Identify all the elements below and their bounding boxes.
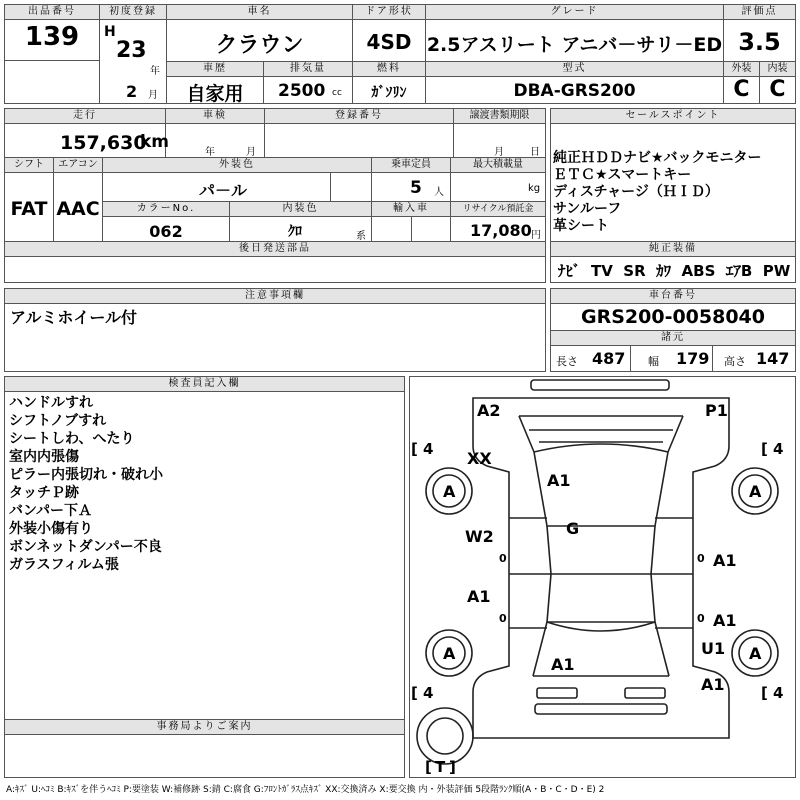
first-reg-year: 23 [116, 38, 147, 63]
dims-height: 147 [756, 349, 790, 368]
mileage-value: 157,630 [60, 132, 147, 154]
color-no-value: 062 [149, 222, 183, 241]
equip-items [558, 260, 790, 281]
equip-item: ABS [681, 262, 716, 280]
car-name-label: 車名 [167, 5, 352, 20]
inspector-line: ハンドルすれ [9, 395, 93, 411]
capacity-value: 5 [410, 178, 422, 198]
label-trunk: A1 [551, 655, 575, 674]
label-roof: G [566, 519, 580, 538]
car-diagram [409, 376, 796, 778]
inspector-line: 外装小傷有り [9, 521, 93, 537]
lot-no-label: 出品番号 [5, 5, 99, 20]
dims-length: 487 [592, 349, 626, 368]
label-hood: A1 [547, 471, 571, 490]
aircon-value: AAC [56, 198, 100, 220]
fuel-value: ｶﾞｿﾘﾝ [371, 85, 407, 101]
model-value: DBA-GRS200 [513, 81, 636, 101]
inspector-line: ピラー内張切れ・破れ小 [9, 467, 163, 483]
equip-item: TV [590, 262, 613, 280]
fuel-label: 燃料 [353, 62, 425, 77]
inspector-line: シートしわ、へたり [9, 431, 135, 447]
first-reg-label: 初度登録 [100, 5, 166, 20]
label-rear-right: A1 [701, 675, 725, 694]
label-wheel-fl: A [443, 482, 456, 501]
tread-fr: 4 [773, 440, 784, 458]
max-load-label: 最大積載量 [451, 158, 545, 173]
notes-line: アルミホイール付 [10, 308, 138, 327]
transfer-label: 譲渡書類期限 [454, 109, 545, 124]
spare-label: T [435, 758, 446, 776]
interior-value: C [769, 77, 786, 102]
recycle-unit: 円 [531, 230, 541, 241]
inspector-line: シフトノブすれ [9, 413, 107, 429]
grade-value: 2.5アスリート アニバ－サリ－ED [426, 34, 723, 56]
reg-no-label: 登録番号 [265, 109, 453, 124]
svg-text:[: [ [411, 684, 418, 702]
label-front-right: P1 [705, 401, 728, 420]
office-label: 事務局よりご案内 [5, 720, 404, 735]
svg-text:]: ] [449, 758, 456, 776]
int-color-value: ｸﾛ [288, 224, 302, 240]
first-reg-year-unit: 年 [150, 66, 160, 77]
inspection-label: 車検 [166, 109, 264, 124]
tread-fl: 4 [423, 440, 434, 458]
chassis-value: GRS200-0058040 [581, 306, 765, 328]
inspector-line: 室内内張傷 [9, 449, 79, 465]
mileage-label: 走行 [5, 109, 165, 124]
zero-mark: 0 [499, 552, 507, 565]
tread-rl: 4 [423, 684, 434, 702]
door-label: ドア形状 [353, 5, 425, 20]
door-value: 4SD [366, 30, 412, 54]
dims-height-label: 高さ [724, 355, 746, 368]
int-color-label: 内装色 [230, 202, 371, 217]
score-value: 3.5 [738, 28, 781, 56]
label-wheel-fr: A [749, 482, 762, 501]
svg-text:[: [ [761, 440, 768, 458]
score-label: 評価点 [724, 5, 795, 20]
equip-item: ｶﾜ [656, 262, 672, 280]
label-front-left: A2 [477, 401, 501, 420]
sales-points-list [553, 150, 795, 235]
inspection-year-unit: 年 [205, 147, 215, 158]
label-right-rear-qtr: U1 [701, 639, 726, 658]
import-label: 輸入車 [372, 202, 450, 217]
inspector-label: 検査員記入欄 [5, 377, 404, 392]
displacement-value: 2500 [278, 81, 326, 101]
inspector-line: ガラスフィルム張 [9, 557, 119, 573]
sales-point: ＥＴＣ★スマートキー [553, 167, 692, 183]
mileage-unit: km [140, 132, 170, 152]
model-label: 型式 [426, 62, 723, 77]
sales-point: サンルーフ [553, 201, 622, 217]
notes-label: 注意事項欄 [5, 289, 545, 304]
svg-text:[: [ [761, 684, 768, 702]
sales-point: 革シート [553, 218, 609, 234]
dims-length-label: 長さ [556, 355, 578, 368]
label-xx: XX [467, 449, 492, 468]
label-left-rear-door: A1 [467, 587, 491, 606]
col-divider [712, 346, 713, 371]
exterior-label: 外装 [724, 62, 759, 77]
history-label: 車歴 [167, 62, 263, 77]
zero-mark: 0 [697, 552, 705, 565]
first-reg-era: H [104, 24, 116, 40]
capacity-label: 乗車定員 [372, 158, 450, 173]
history-value: 自家用 [186, 83, 244, 105]
recycle-value: 17,080 [470, 221, 532, 240]
sales-points-label: セールスポイント [551, 109, 795, 124]
zero-mark: 0 [499, 612, 507, 625]
label-right-rear-door: A1 [713, 611, 737, 630]
lot-divider [5, 60, 99, 61]
label-left-front-door: W2 [465, 527, 494, 546]
inspector-list [9, 394, 163, 574]
legend: A:ｷｽﾞ U:ﾍｺﾐ B:ｷｽﾞを伴うﾍｺﾐ P:要塗装 W:補修跡 S:錆 C:腐食 G:ﾌﾛﾝﾄｶﾞﾗｽ点ｷｽﾞ XX:交換済み X:要交換 内・外装評価 5段階ﾗﾝｸ順(A・B・C・D・E) 2 [6, 785, 605, 795]
car-name-value: クラウン [215, 33, 304, 58]
sales-point: 純正ＨＤＤナビ★バックモニター [553, 150, 762, 166]
equip-item: SR [623, 262, 646, 280]
inspector-line: タッチＰ跡 [9, 485, 79, 501]
label-wheel-rr: A [749, 644, 762, 663]
color-no-label: カラーNo. [103, 202, 229, 217]
inspector-line: バンパー下Ａ [9, 503, 93, 519]
shift-label: シフト [5, 158, 53, 173]
svg-text:[: [ [425, 758, 432, 776]
interior-label: 内装 [760, 62, 795, 77]
inspection-month-unit: 月 [246, 147, 256, 158]
equip-item: ｴｱB [725, 262, 753, 280]
int-color-unit: 系 [356, 231, 366, 242]
svg-text:[: [ [411, 440, 418, 458]
color-value: パ－ル [198, 181, 247, 200]
dims-width: 179 [676, 349, 710, 368]
displacement-label: 排気量 [264, 62, 352, 77]
exterior-value: C [733, 77, 750, 102]
sales-point: ディスチャージ（ＨＩＤ） [553, 184, 719, 200]
max-load-unit: kg [528, 183, 541, 194]
dims-label: 諸元 [551, 331, 795, 346]
label-wheel-rl: A [443, 644, 456, 663]
col-divider [630, 346, 631, 371]
color-label: 外装色 [103, 158, 371, 173]
equip-item: PW [762, 262, 791, 280]
col-divider [411, 216, 412, 241]
transfer-day-unit: 日 [530, 147, 540, 158]
first-reg-month-unit: 月 [148, 90, 158, 101]
lot-no-value: 139 [24, 22, 80, 52]
grade-label: グレード [426, 5, 723, 20]
capacity-unit: 人 [434, 187, 444, 198]
transfer-month-unit: 月 [494, 147, 504, 158]
equip-item: ﾅﾋﾞ [558, 262, 581, 280]
chassis-label: 車台番号 [551, 289, 795, 304]
displacement-unit: cc [332, 88, 342, 98]
col-divider [330, 173, 331, 201]
later-parts-label: 後日発送部品 [5, 242, 545, 257]
label-right-front-door: A1 [713, 551, 737, 570]
recycle-label: リサイクル預託金 [451, 202, 545, 217]
aircon-label: エアコン [54, 158, 102, 173]
shift-value: FAT [10, 198, 48, 220]
tread-rr: 4 [773, 684, 784, 702]
zero-mark: 0 [697, 612, 705, 625]
equip-label: 純正装備 [551, 242, 795, 257]
first-reg-month: 2 [126, 82, 138, 101]
dims-width-label: 幅 [648, 355, 659, 368]
inspector-line: ボンネットダンパー不良 [9, 539, 162, 555]
